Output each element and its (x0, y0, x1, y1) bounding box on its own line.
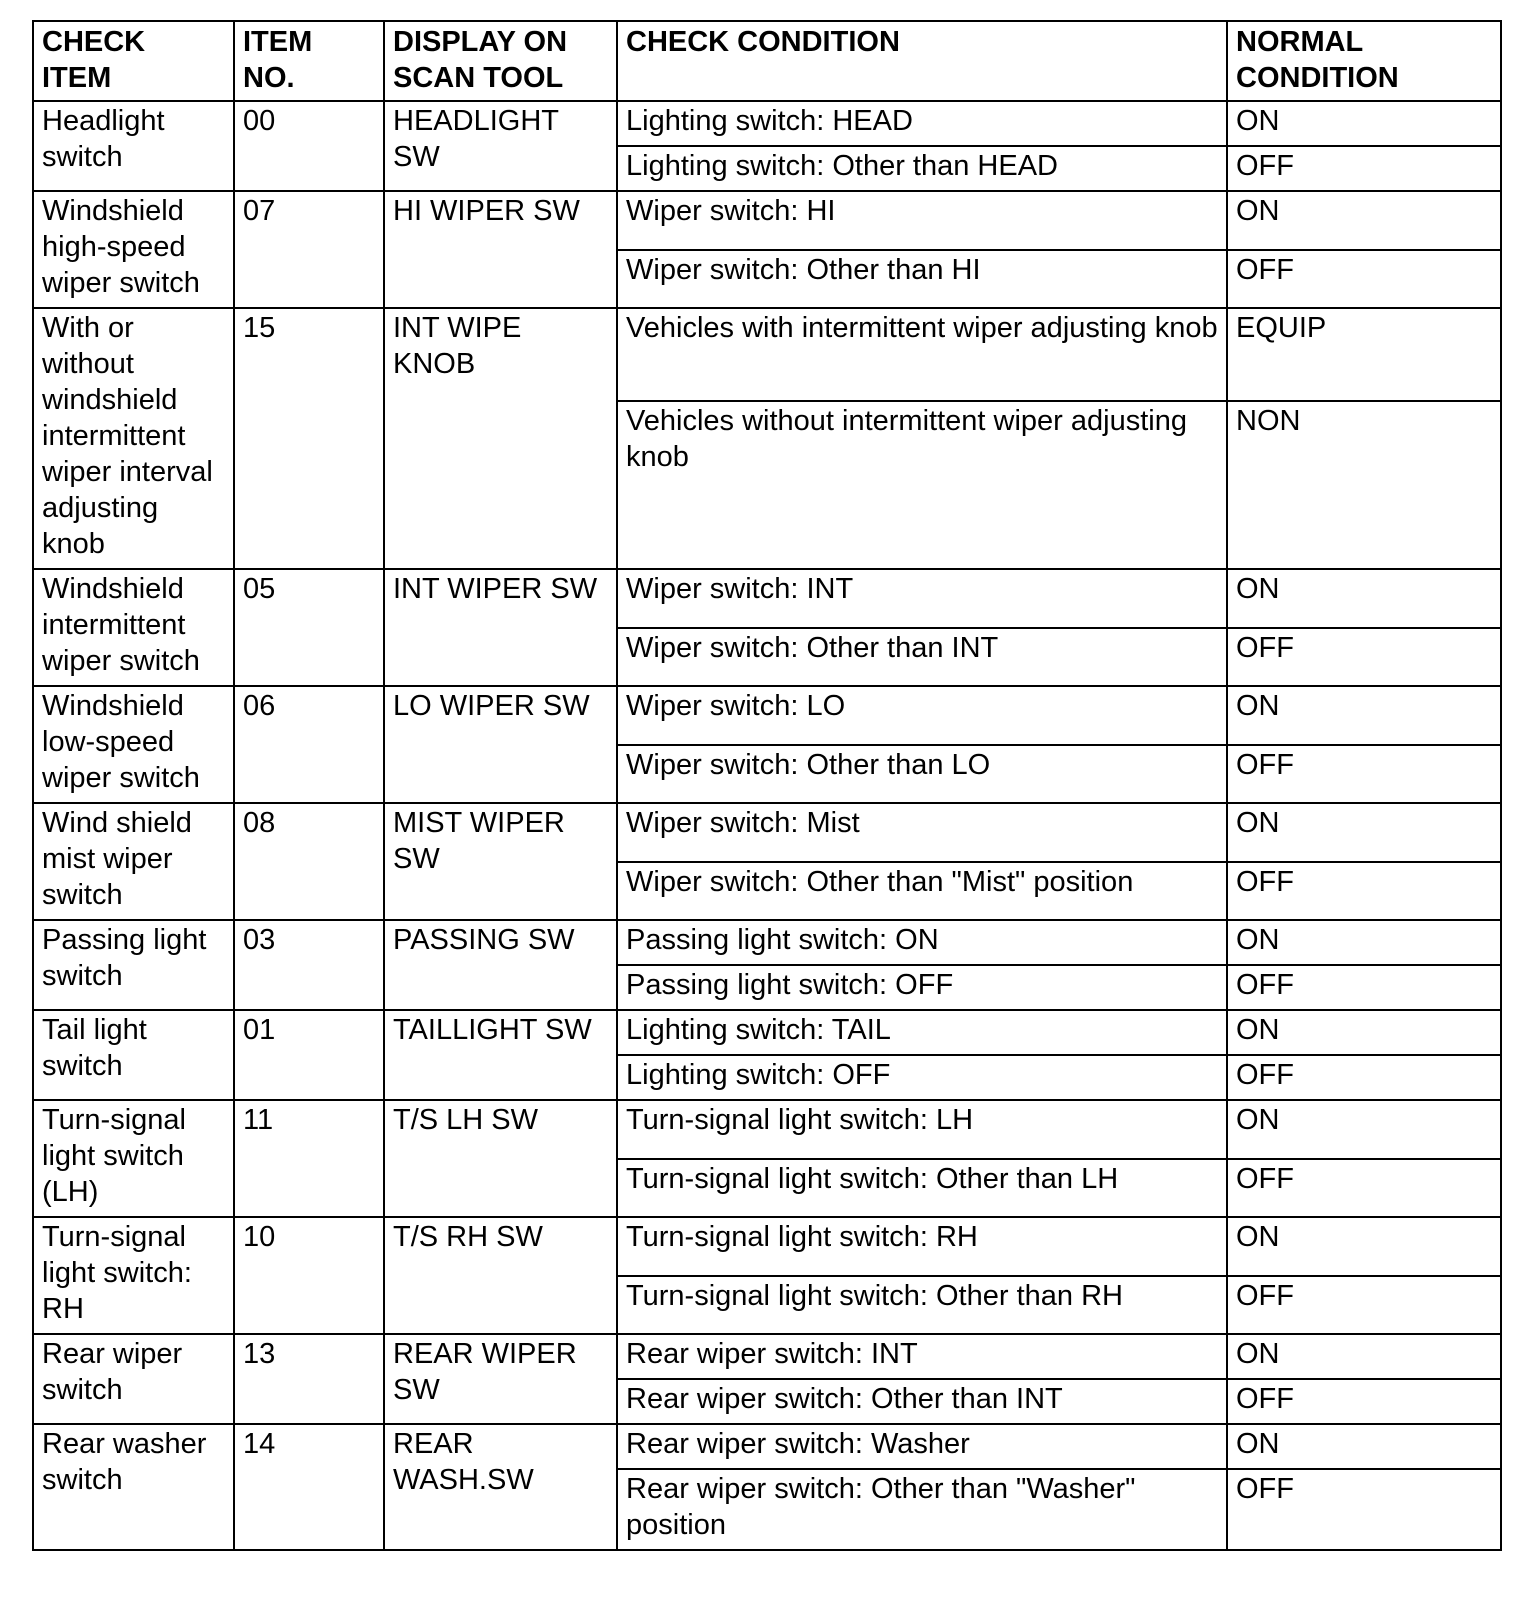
check-condition-cell (617, 862, 1227, 921)
check-condition-cell (617, 1100, 1227, 1159)
normal-condition-cell (1227, 250, 1501, 309)
check-condition-cell-text: Wiper switch: Other than INT (626, 631, 999, 664)
table-row (33, 101, 1501, 146)
scan-tool-display-cell-text: T/S RH SW (393, 1221, 543, 1253)
header-normal-condition (1227, 21, 1501, 101)
check-condition-cell-text: Wiper switch: Other than LO (626, 748, 991, 781)
normal-condition-cell-text: OFF (1236, 1162, 1294, 1195)
table-row (33, 1010, 1501, 1055)
check-item-cell (33, 191, 234, 308)
check-item-cell-text: Windshield low-speed wiper switch (42, 690, 200, 794)
table-row (33, 803, 1501, 862)
item-no-cell (234, 1010, 384, 1100)
normal-condition-cell-text: ON (1236, 573, 1280, 605)
check-item-cell (33, 803, 234, 920)
header-line: CONDITION (1236, 62, 1399, 94)
scan-tool-display-cell (384, 1217, 617, 1334)
normal-condition-cell-text: ON (1236, 195, 1280, 227)
check-condition-cell-text: Passing light switch: ON (626, 924, 939, 956)
check-item-cell-text: Windshield intermittent wiper switch (42, 573, 200, 677)
check-condition-cell (617, 146, 1227, 191)
check-item-cell (33, 1217, 234, 1334)
check-condition-cell-text: Wiper switch: INT (626, 573, 854, 605)
item-no-cell-text: 07 (243, 195, 276, 227)
normal-condition-cell-text: OFF (1236, 1059, 1294, 1091)
scan-tool-display-cell (384, 191, 617, 308)
normal-condition-cell-text: OFF (1236, 631, 1294, 664)
header-line: CHECK CONDITION (626, 26, 900, 58)
normal-condition-cell-text: ON (1236, 105, 1280, 137)
check-item-cell (33, 1334, 234, 1424)
header-line: DISPLAY ON (393, 26, 568, 58)
check-condition-cell-text: Turn-signal light switch: LH (626, 1104, 974, 1136)
scan-tool-display-cell-text: INT WIPE KNOB (393, 312, 522, 380)
normal-condition-cell-text: OFF (1236, 1473, 1294, 1505)
table-row (33, 1217, 1501, 1276)
scan-tool-display-cell (384, 1424, 617, 1550)
item-no-cell (234, 191, 384, 308)
scan-tool-display-cell-text: T/S LH SW (393, 1104, 539, 1136)
check-item-cell-text: Rear wiper switch (42, 1338, 183, 1406)
item-no-cell-text: 10 (243, 1221, 276, 1253)
normal-condition-cell-text: OFF (1236, 748, 1294, 781)
scan-tool-display-cell-text: PASSING SW (393, 924, 575, 956)
normal-condition-cell (1227, 1424, 1501, 1469)
scan-tool-display-cell-text: MIST WIPER SW (393, 807, 565, 875)
check-condition-cell (617, 1469, 1227, 1550)
scan-tool-display-cell (384, 1100, 617, 1217)
scan-tool-display-cell-text: TAILLIGHT SW (393, 1014, 592, 1046)
normal-condition-cell-text: ON (1236, 1014, 1280, 1046)
normal-condition-cell (1227, 569, 1501, 628)
check-condition-cell (617, 1276, 1227, 1335)
check-item-cell-text: With or without windshield intermittent wiper interval adjusting knob (42, 312, 213, 560)
check-item-cell-text: Rear washer switch (42, 1428, 207, 1496)
scan-tool-display-cell (384, 1334, 617, 1424)
check-condition-cell (617, 1010, 1227, 1055)
check-item-cell (33, 308, 234, 569)
check-condition-cell-text: Lighting switch: Other than HEAD (626, 150, 1058, 182)
normal-condition-cell (1227, 920, 1501, 965)
check-condition-cell-text: Turn-signal light switch: Other than LH (626, 1162, 1119, 1195)
table-row (33, 308, 1501, 401)
item-no-cell-text: 14 (243, 1428, 276, 1460)
check-condition-cell (617, 628, 1227, 687)
normal-condition-cell (1227, 1276, 1501, 1335)
check-condition-cell-text: Rear wiper switch: Other than INT (626, 1383, 1063, 1415)
normal-condition-cell (1227, 308, 1501, 401)
scan-tool-display-cell (384, 686, 617, 803)
table-row (33, 920, 1501, 965)
normal-condition-cell (1227, 803, 1501, 862)
normal-condition-cell (1227, 745, 1501, 804)
header-display-on-scan-tool (384, 21, 617, 101)
normal-condition-cell-text: OFF (1236, 253, 1294, 286)
check-item-cell-text: Wind shield mist wiper switch (42, 807, 192, 911)
header-line: NORMAL (1236, 26, 1364, 58)
table-row (33, 686, 1501, 745)
check-condition-cell-text: Wiper switch: Other than "Mist" position (626, 865, 1134, 898)
check-condition-cell-text: Lighting switch: OFF (626, 1059, 891, 1091)
check-condition-cell-text: Turn-signal light switch: RH (626, 1221, 978, 1253)
check-condition-cell (617, 569, 1227, 628)
scan-tool-display-cell (384, 308, 617, 569)
header-line: ITEM (42, 62, 112, 94)
table-row (33, 191, 1501, 250)
item-no-cell-text: 05 (243, 573, 276, 605)
item-no-cell (234, 1217, 384, 1334)
normal-condition-cell-text: ON (1236, 1104, 1280, 1136)
normal-condition-cell (1227, 1055, 1501, 1100)
normal-condition-cell-text: OFF (1236, 865, 1294, 898)
scan-tool-display-cell (384, 803, 617, 920)
scan-tool-display-cell (384, 569, 617, 686)
item-no-cell (234, 1334, 384, 1424)
check-condition-cell-text: Wiper switch: HI (626, 195, 836, 227)
check-item-cell-text: Turn-signal light switch: RH (42, 1221, 192, 1325)
normal-condition-cell (1227, 1159, 1501, 1218)
header-check-condition (617, 21, 1227, 101)
check-condition-cell (617, 686, 1227, 745)
check-item-cell-text: Headlight switch (42, 105, 165, 173)
normal-condition-cell (1227, 1469, 1501, 1550)
check-item-cell-text: Tail light switch (42, 1014, 147, 1082)
check-condition-cell (617, 1424, 1227, 1469)
check-item-cell (33, 1100, 234, 1217)
header-item-no (234, 21, 384, 101)
check-condition-cell-text: Vehicles with intermittent wiper adjusting knob (626, 312, 1218, 344)
check-condition-cell (617, 1379, 1227, 1424)
normal-condition-cell (1227, 101, 1501, 146)
item-no-cell (234, 308, 384, 569)
check-condition-cell-text: Wiper switch: Other than HI (626, 253, 981, 286)
normal-condition-cell-text: ON (1236, 807, 1280, 839)
header-line: CHECK (42, 26, 146, 58)
scan-tool-display-cell-text: REAR WIPER SW (393, 1338, 577, 1406)
normal-condition-cell-text: NON (1236, 405, 1301, 438)
check-condition-cell (617, 1334, 1227, 1379)
check-condition-cell (617, 745, 1227, 804)
table-body (33, 101, 1501, 1550)
check-condition-cell (617, 1159, 1227, 1218)
item-no-cell-text: 06 (243, 690, 276, 722)
item-no-cell-text: 13 (243, 1338, 276, 1370)
normal-condition-cell-text: OFF (1236, 150, 1294, 182)
header-line: SCAN TOOL (393, 62, 564, 94)
normal-condition-cell (1227, 1010, 1501, 1055)
normal-condition-cell (1227, 862, 1501, 921)
scan-tool-display-cell-text: REAR WASH.SW (393, 1428, 534, 1496)
check-condition-cell (617, 803, 1227, 862)
normal-condition-cell (1227, 628, 1501, 687)
check-condition-cell-text: Rear wiper switch: Other than "Washer" position (626, 1473, 1136, 1541)
check-condition-cell (617, 920, 1227, 965)
item-no-cell (234, 920, 384, 1010)
check-item-table (32, 20, 1502, 1551)
normal-condition-cell-text: ON (1236, 1338, 1280, 1370)
scan-tool-display-cell-text: INT WIPER SW (393, 573, 598, 605)
header-line: NO. (243, 62, 295, 94)
table-row (33, 1334, 1501, 1379)
item-no-cell-text: 11 (243, 1104, 274, 1136)
normal-condition-cell-text: ON (1236, 1428, 1280, 1460)
item-no-cell (234, 803, 384, 920)
table-row (33, 1424, 1501, 1469)
header-row (33, 21, 1501, 101)
normal-condition-cell-text: OFF (1236, 1383, 1294, 1415)
normal-condition-cell (1227, 965, 1501, 1010)
item-no-cell-text: 00 (243, 105, 276, 137)
normal-condition-cell (1227, 1334, 1501, 1379)
check-condition-cell-text: Passing light switch: OFF (626, 969, 954, 1001)
normal-condition-cell-text: OFF (1236, 969, 1294, 1001)
check-condition-cell-text: Wiper switch: LO (626, 690, 846, 722)
scan-tool-display-cell-text: LO WIPER SW (393, 690, 590, 722)
check-item-cell (33, 1010, 234, 1100)
scan-tool-display-cell-text: HEADLIGHT SW (393, 105, 559, 173)
normal-condition-cell-text: ON (1236, 924, 1280, 956)
normal-condition-cell-text: OFF (1236, 1279, 1294, 1312)
item-no-cell (234, 1424, 384, 1550)
check-item-cell (33, 1424, 234, 1550)
normal-condition-cell (1227, 686, 1501, 745)
normal-condition-cell (1227, 1379, 1501, 1424)
scan-tool-display-cell (384, 920, 617, 1010)
table-header (33, 21, 1501, 101)
check-condition-cell (617, 1217, 1227, 1276)
normal-condition-cell (1227, 146, 1501, 191)
check-condition-cell (617, 401, 1227, 569)
check-item-cell-text: Windshield high-speed wiper switch (42, 195, 200, 299)
check-item-cell (33, 920, 234, 1010)
normal-condition-cell-text: ON (1236, 690, 1280, 722)
scan-tool-display-cell-text: HI WIPER SW (393, 195, 580, 227)
check-condition-cell-text: Wiper switch: Mist (626, 807, 860, 839)
check-condition-cell (617, 191, 1227, 250)
check-condition-cell (617, 308, 1227, 401)
check-condition-cell-text: Lighting switch: HEAD (626, 105, 913, 137)
table-row (33, 569, 1501, 628)
item-no-cell (234, 569, 384, 686)
check-condition-cell-text: Rear wiper switch: INT (626, 1338, 918, 1370)
item-no-cell (234, 101, 384, 191)
normal-condition-cell (1227, 1100, 1501, 1159)
item-no-cell (234, 1100, 384, 1217)
check-condition-cell (617, 965, 1227, 1010)
scan-tool-display-cell (384, 1010, 617, 1100)
check-item-cell (33, 686, 234, 803)
check-condition-cell (617, 250, 1227, 309)
table-row (33, 1100, 1501, 1159)
check-condition-cell-text: Vehicles without intermittent wiper adjusting knob (626, 405, 1187, 474)
check-condition-cell-text: Lighting switch: TAIL (626, 1014, 891, 1046)
item-no-cell-text: 15 (243, 312, 276, 344)
scan-tool-display-cell (384, 101, 617, 191)
normal-condition-cell (1227, 1217, 1501, 1276)
item-no-cell-text: 01 (243, 1014, 276, 1046)
normal-condition-cell-text: EQUIP (1236, 312, 1327, 344)
item-no-cell-text: 08 (243, 807, 276, 839)
item-no-cell (234, 686, 384, 803)
header-check-item (33, 21, 234, 101)
normal-condition-cell (1227, 401, 1501, 569)
check-item-cell-text: Turn-signal light switch (LH) (42, 1104, 186, 1208)
normal-condition-cell (1227, 191, 1501, 250)
check-item-cell-text: Passing light switch (42, 924, 207, 992)
item-no-cell-text: 03 (243, 924, 276, 956)
check-condition-cell-text: Turn-signal light switch: Other than RH (626, 1279, 1123, 1312)
check-item-cell (33, 101, 234, 191)
check-item-cell (33, 569, 234, 686)
check-condition-cell-text: Rear wiper switch: Washer (626, 1428, 970, 1460)
check-condition-cell (617, 1055, 1227, 1100)
check-condition-cell (617, 101, 1227, 146)
normal-condition-cell-text: ON (1236, 1221, 1280, 1253)
header-line: ITEM (243, 26, 313, 58)
